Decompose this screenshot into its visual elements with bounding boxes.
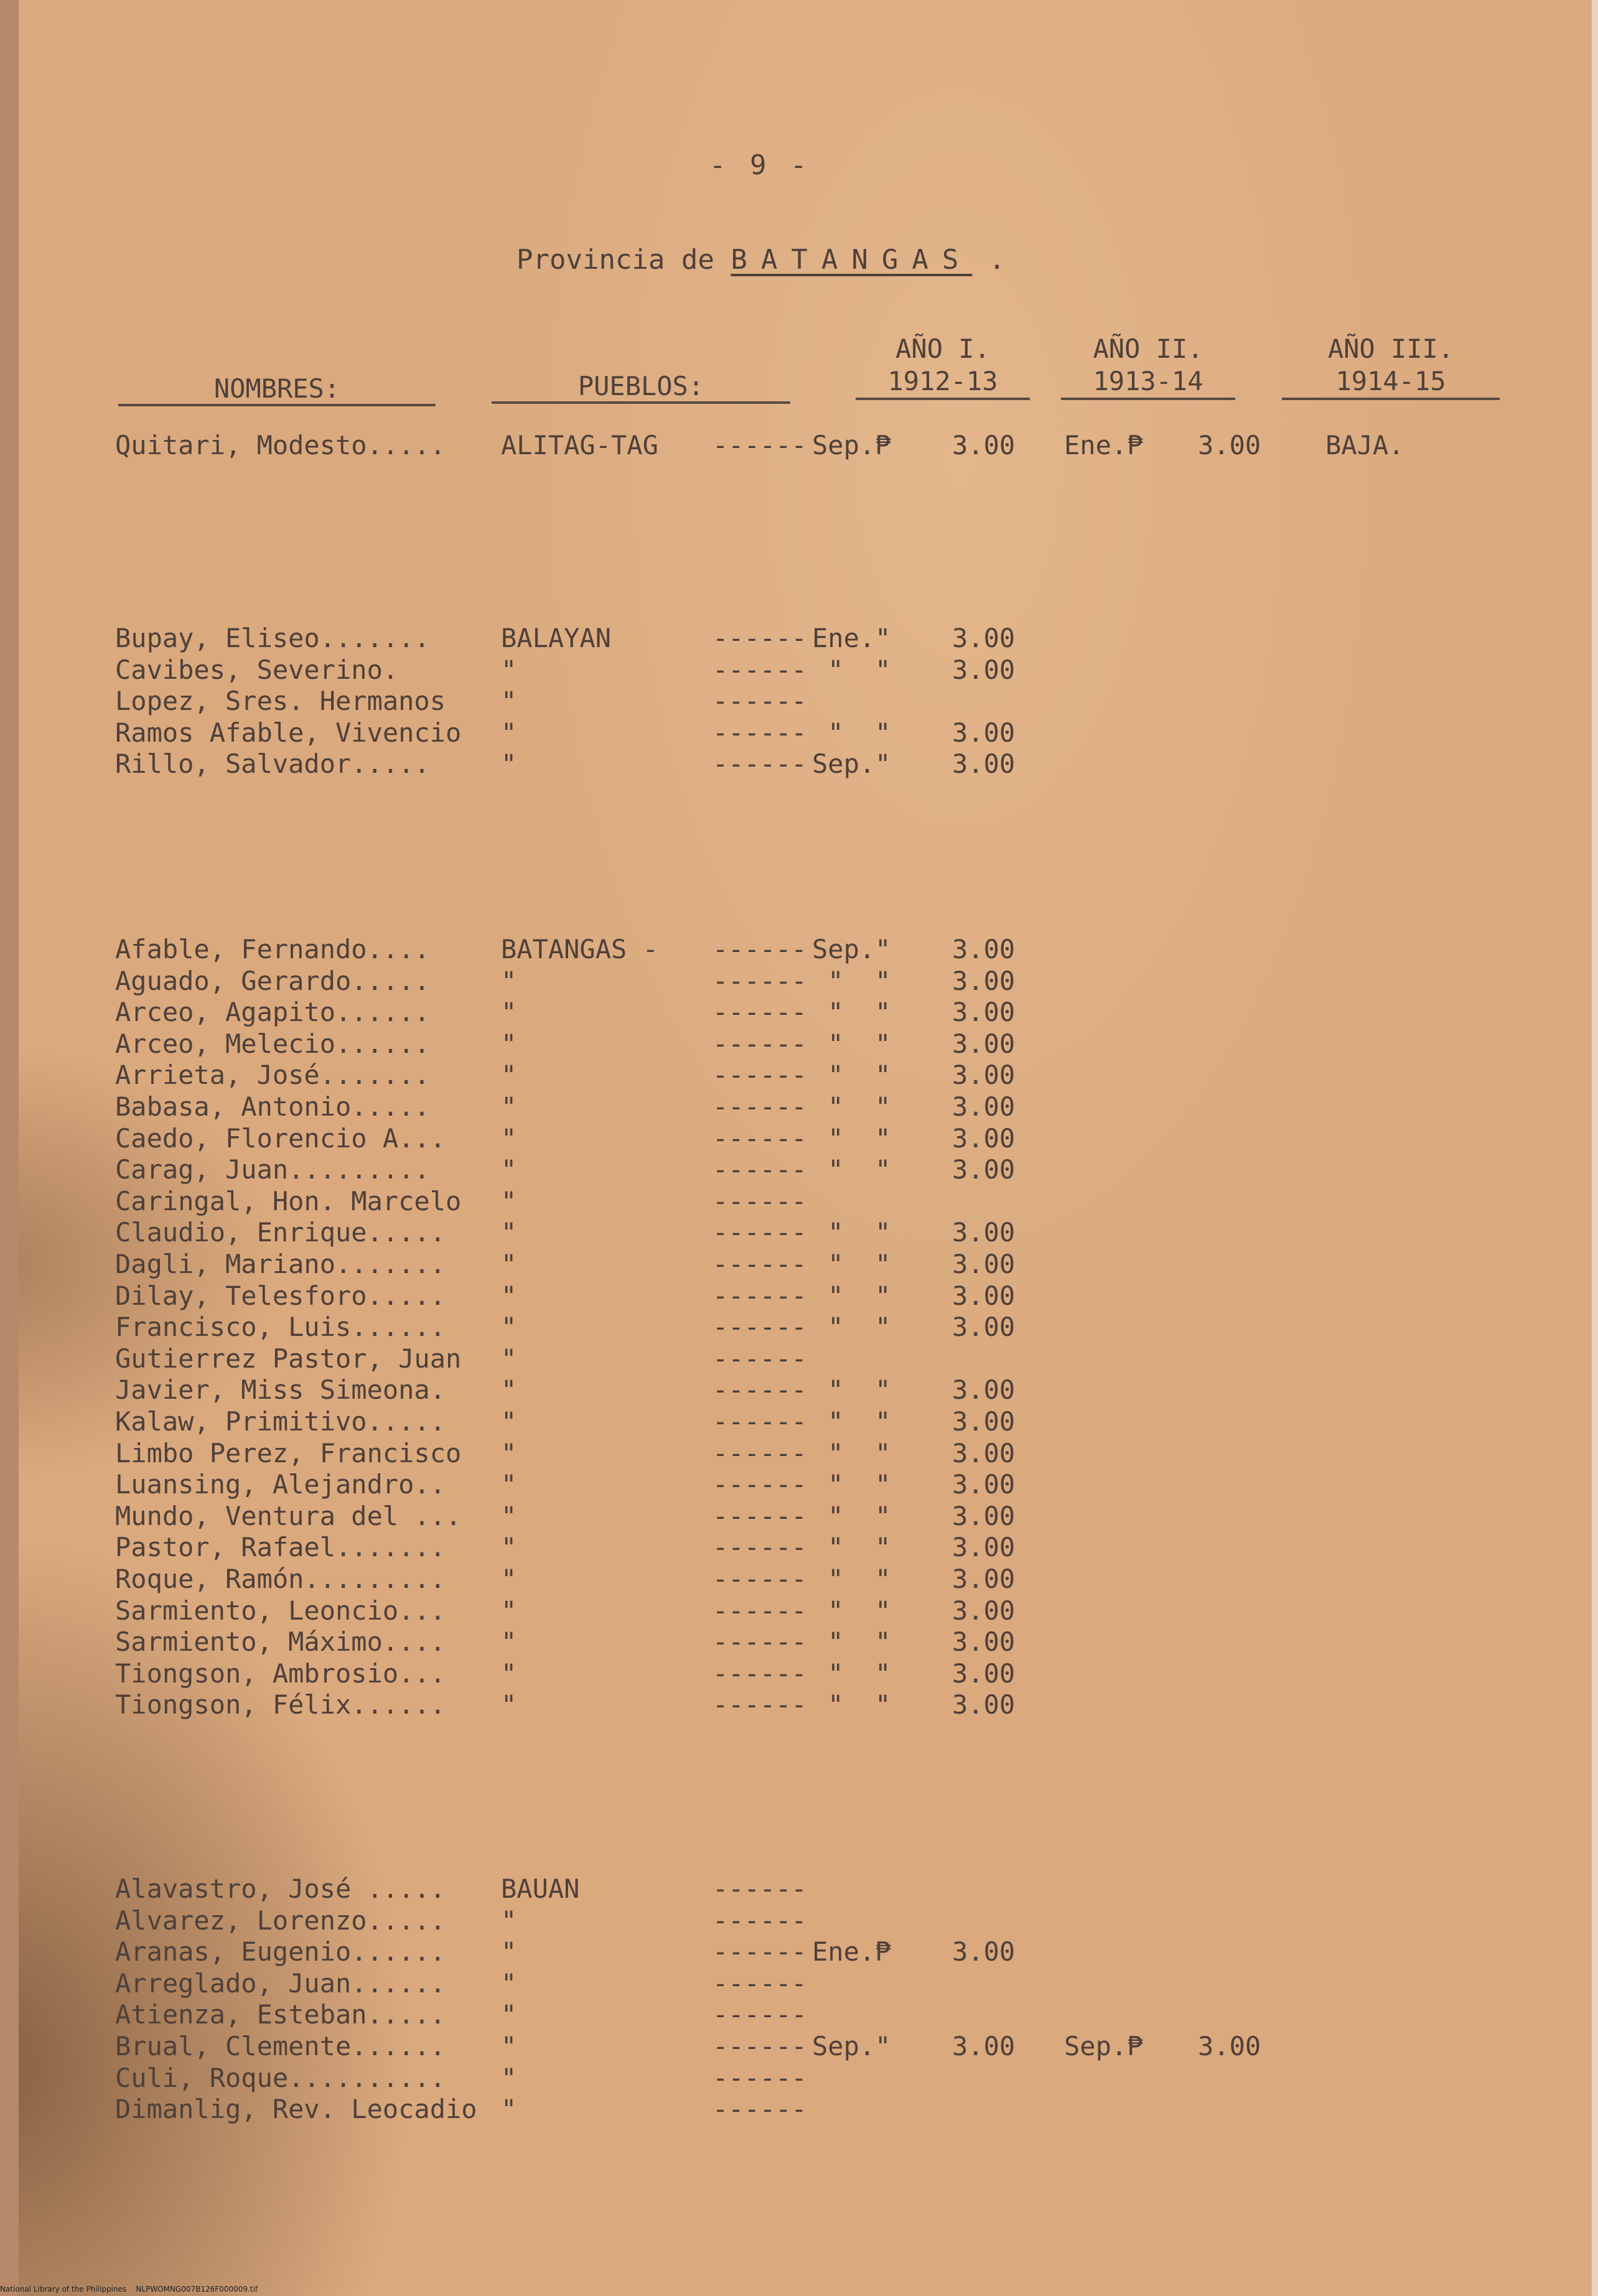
row-month1: Sep." <box>812 749 891 780</box>
row-amt1: 3.00 <box>952 430 1016 460</box>
year-3-label: AÑO III. <box>1327 334 1454 364</box>
heading-suffix: . <box>988 244 1006 276</box>
row-month1: " " <box>812 1060 891 1091</box>
row-name: Atienza, Esteban..... <box>115 1999 446 2030</box>
row-dash: ------ <box>713 1312 807 1343</box>
row-dash: ------ <box>713 1028 807 1059</box>
row-amt1: 3.00 <box>952 1564 1016 1594</box>
row-pueblo: " <box>501 717 517 748</box>
row-pueblo: " <box>501 2031 517 2061</box>
row-pueblo: " <box>501 1249 517 1279</box>
row-amt1: 3.00 <box>952 1217 1016 1248</box>
row-amt1: 3.00 <box>952 623 1016 653</box>
row-name: Babasa, Antonio..... <box>115 1091 430 1122</box>
row-name: Afable, Fernando.... <box>115 934 430 964</box>
year-3-period: 1914-15 <box>1282 365 1500 400</box>
row-dash: ------ <box>713 430 807 460</box>
row-month1: " " <box>812 717 891 748</box>
row-month1: " " <box>812 1154 891 1185</box>
row-month1: " " <box>812 1028 891 1059</box>
row-amt1: 3.00 <box>952 1406 1016 1437</box>
row-amt1: 3.00 <box>952 1469 1016 1500</box>
row-amt1: 3.00 <box>952 1312 1016 1343</box>
row-name: Lopez, Sres. Hermanos <box>115 686 446 717</box>
row-pueblo: " <box>501 1532 517 1563</box>
row-pueblo: " <box>501 1217 517 1248</box>
row-dash: ------ <box>713 1689 807 1720</box>
row-amt1: 3.00 <box>952 1689 1016 1720</box>
row-dash: ------ <box>713 654 807 685</box>
row-amt2: 3.00 <box>1198 430 1261 460</box>
row-dash: ------ <box>713 1500 807 1531</box>
row-name: Quitari, Modesto..... <box>115 430 446 460</box>
row-dash: ------ <box>713 1091 807 1122</box>
year-1-label: AÑO I. <box>895 334 990 364</box>
row-amt1: 3.00 <box>952 1500 1016 1531</box>
row-dash: ------ <box>713 1185 807 1216</box>
row-pueblo: " <box>501 2062 517 2093</box>
row-note: BAJA. <box>1325 430 1404 460</box>
heading-prefix: Provincia de <box>516 244 714 276</box>
row-name: Francisco, Luis...... <box>115 1312 446 1343</box>
row-pueblo: " <box>501 1595 517 1626</box>
row-pueblo: " <box>501 1280 517 1311</box>
row-month1: " " <box>812 1437 891 1468</box>
row-pueblo: " <box>501 1999 517 2030</box>
row-name: Kalaw, Primitivo..... <box>115 1406 446 1437</box>
row-dash: ------ <box>713 1999 807 2030</box>
row-amt1: 3.00 <box>952 934 1016 964</box>
row-name: Carag, Juan......... <box>115 1154 430 1185</box>
row-month1: " " <box>812 1312 891 1343</box>
row-pueblo: " <box>501 749 517 780</box>
row-dash: ------ <box>713 1406 807 1437</box>
row-name: Arceo, Agapito...... <box>115 997 430 1028</box>
row-amt2: 3.00 <box>1198 2031 1261 2061</box>
row-name: Arrieta, José....... <box>115 1060 430 1091</box>
row-pueblo: " <box>501 1658 517 1689</box>
row-month1: " " <box>812 1091 891 1122</box>
row-month1: " " <box>812 1595 891 1626</box>
row-amt1: 3.00 <box>952 1532 1016 1563</box>
row-dash: ------ <box>713 623 807 653</box>
row-month1: Sep." <box>812 2031 891 2061</box>
row-amt1: 3.00 <box>952 1374 1016 1406</box>
row-name: Dilay, Telesforo..... <box>115 1280 446 1311</box>
row-month1: Ene." <box>812 623 891 653</box>
row-pueblo: " <box>501 686 517 717</box>
row-dash: ------ <box>713 1437 807 1468</box>
row-name: Bupay, Eliseo....... <box>115 623 430 653</box>
row-month1: " " <box>812 1406 891 1437</box>
row-name: Ramos Afable, Vivencio <box>115 717 462 748</box>
row-amt1: 3.00 <box>952 1595 1016 1626</box>
row-pueblo: " <box>501 1936 517 1967</box>
row-name: Luansing, Alejandro.. <box>115 1469 446 1500</box>
row-month2: Ene.₱ <box>1064 430 1143 460</box>
row-pueblo: " <box>501 1469 517 1500</box>
row-month1: " " <box>812 1658 891 1689</box>
row-name: Culi, Roque.......... <box>115 2062 446 2093</box>
row-name: Claudio, Enrique..... <box>115 1217 446 1248</box>
row-name: Tiongson, Félix...... <box>115 1689 446 1720</box>
row-name: Tiongson, Ambrosio... <box>115 1658 446 1689</box>
row-pueblo: ALITAG-TAG <box>501 430 658 460</box>
row-dash: ------ <box>713 934 807 964</box>
row-dash: ------ <box>713 1122 807 1154</box>
row-month1: " " <box>812 1469 891 1500</box>
scan-footer: National Library of the Philippines NLPWOMNG007B126F000009.tif <box>0 2285 258 2294</box>
row-name: Javier, Miss Simeona. <box>115 1374 446 1406</box>
row-pueblo: " <box>501 654 517 685</box>
row-name: Aguado, Gerardo..... <box>115 965 430 996</box>
row-name: Aranas, Eugenio...... <box>115 1936 446 1967</box>
row-name: Alavastro, José ..... <box>115 1874 446 1904</box>
page-number: - 9 - <box>709 149 811 181</box>
row-amt1: 3.00 <box>952 2031 1016 2061</box>
row-dash: ------ <box>713 1343 807 1374</box>
column-header-nombres: NOMBRES: <box>118 373 436 406</box>
column-header-year-1 <box>856 333 1030 400</box>
row-amt1: 3.00 <box>952 1249 1016 1279</box>
page-left-edge <box>0 0 19 2296</box>
column-header-year-3 <box>1282 333 1500 400</box>
row-month1: " " <box>812 1564 891 1594</box>
row-name: Rillo, Salvador..... <box>115 749 430 780</box>
row-name: Sarmiento, Leoncio... <box>115 1595 446 1626</box>
row-dash: ------ <box>713 1564 807 1594</box>
year-1-period: 1912-13 <box>856 365 1030 400</box>
heading-province: BATANGAS <box>731 244 973 276</box>
row-name: Limbo Perez, Francisco <box>115 1437 462 1468</box>
row-name: Mundo, Ventura del ... <box>115 1500 462 1531</box>
row-dash: ------ <box>713 1280 807 1311</box>
row-month1: Sep." <box>812 934 891 964</box>
row-name: Roque, Ramón......... <box>115 1564 446 1594</box>
row-amt1: 3.00 <box>952 1122 1016 1154</box>
row-amt1: 3.00 <box>952 1060 1016 1091</box>
row-name: Arreglado, Juan...... <box>115 1967 446 1999</box>
row-month1: Ene.₱ <box>812 1936 891 1967</box>
row-pueblo: " <box>501 1689 517 1720</box>
row-dash: ------ <box>713 1532 807 1563</box>
year-2-period: 1913-14 <box>1061 365 1235 400</box>
row-amt1: 3.00 <box>952 1154 1016 1185</box>
row-dash: ------ <box>713 2031 807 2061</box>
row-dash: ------ <box>713 1936 807 1967</box>
row-month1: " " <box>812 1280 891 1311</box>
row-amt1: 3.00 <box>952 717 1016 748</box>
row-dash: ------ <box>713 1217 807 1248</box>
row-dash: ------ <box>713 1626 807 1658</box>
row-pueblo: " <box>501 1406 517 1437</box>
row-pueblo: BAUAN <box>501 1874 580 1904</box>
row-amt1: 3.00 <box>952 1091 1016 1122</box>
row-pueblo: " <box>501 1122 517 1154</box>
row-name: Pastor, Rafael....... <box>115 1532 446 1563</box>
row-pueblo: " <box>501 1060 517 1091</box>
row-dash: ------ <box>713 686 807 717</box>
row-amt1: 3.00 <box>952 1028 1016 1059</box>
row-month1: " " <box>812 1122 891 1154</box>
row-dash: ------ <box>713 717 807 748</box>
row-dash: ------ <box>713 1967 807 1999</box>
row-amt1: 3.00 <box>952 1936 1016 1967</box>
row-dash: ------ <box>713 1874 807 1904</box>
row-dash: ------ <box>713 2094 807 2125</box>
row-pueblo: " <box>501 1374 517 1406</box>
row-month1: " " <box>812 1249 891 1279</box>
row-pueblo: " <box>501 1564 517 1594</box>
row-name: Arceo, Melecio...... <box>115 1028 430 1059</box>
row-pueblo: " <box>501 1626 517 1658</box>
row-pueblo: BATANGAS - <box>501 934 658 964</box>
row-pueblo: " <box>501 965 517 996</box>
row-amt1: 3.00 <box>952 1437 1016 1468</box>
row-pueblo: " <box>501 997 517 1028</box>
row-name: Sarmiento, Máximo.... <box>115 1626 446 1658</box>
row-month1: " " <box>812 1532 891 1563</box>
row-dash: ------ <box>713 2062 807 2093</box>
row-month1: " " <box>812 965 891 996</box>
row-month1: Sep.₱ <box>812 430 891 460</box>
page-right-edge <box>1592 0 1598 2296</box>
row-pueblo: " <box>501 1905 517 1936</box>
row-name: Dimanlig, Rev. Leocadio <box>115 2094 477 2125</box>
row-dash: ------ <box>713 1374 807 1406</box>
row-amt1: 3.00 <box>952 749 1016 780</box>
year-2-label: AÑO II. <box>1093 334 1203 364</box>
row-amt1: 3.00 <box>952 965 1016 996</box>
row-name: Cavibes, Severino. <box>115 654 399 685</box>
row-month1: " " <box>812 654 891 685</box>
row-dash: ------ <box>713 965 807 996</box>
row-name: Alvarez, Lorenzo..... <box>115 1905 446 1936</box>
row-name: Gutierrez Pastor, Juan <box>115 1343 462 1374</box>
row-month1: " " <box>812 1500 891 1531</box>
column-header-pueblos: PUEBLOS: <box>492 371 790 404</box>
page-heading <box>516 244 1005 276</box>
row-amt1: 3.00 <box>952 1658 1016 1689</box>
row-pueblo: " <box>501 1437 517 1468</box>
row-month2: Sep.₱ <box>1064 2031 1143 2061</box>
row-name: Brual, Clemente...... <box>115 2031 446 2061</box>
row-dash: ------ <box>713 749 807 780</box>
row-amt1: 3.00 <box>952 1626 1016 1658</box>
row-pueblo: BALAYAN <box>501 623 612 653</box>
row-name: Caringal, Hon. Marcelo <box>115 1185 462 1216</box>
row-pueblo: " <box>501 1312 517 1343</box>
row-amt1: 3.00 <box>952 654 1016 685</box>
row-month1: " " <box>812 1626 891 1658</box>
row-month1: " " <box>812 997 891 1028</box>
row-month1: " " <box>812 1217 891 1248</box>
row-pueblo: " <box>501 1967 517 1999</box>
row-dash: ------ <box>713 1905 807 1936</box>
row-pueblo: " <box>501 1343 517 1374</box>
row-dash: ------ <box>713 1658 807 1689</box>
row-dash: ------ <box>713 1249 807 1279</box>
row-amt1: 3.00 <box>952 1280 1016 1311</box>
row-dash: ------ <box>713 1060 807 1091</box>
column-header-year-2 <box>1061 333 1235 400</box>
row-pueblo: " <box>501 1154 517 1185</box>
row-dash: ------ <box>713 1469 807 1500</box>
row-dash: ------ <box>713 1154 807 1185</box>
row-pueblo: " <box>501 1091 517 1122</box>
row-month1: " " <box>812 1374 891 1406</box>
row-pueblo: " <box>501 2094 517 2125</box>
row-pueblo: " <box>501 1028 517 1059</box>
row-pueblo: " <box>501 1185 517 1216</box>
row-month1: " " <box>812 1689 891 1720</box>
row-dash: ------ <box>713 1595 807 1626</box>
row-amt1: 3.00 <box>952 997 1016 1028</box>
row-pueblo: " <box>501 1500 517 1531</box>
row-name: Dagli, Mariano....... <box>115 1249 446 1279</box>
row-dash: ------ <box>713 997 807 1028</box>
row-name: Caedo, Florencio A... <box>115 1122 446 1154</box>
